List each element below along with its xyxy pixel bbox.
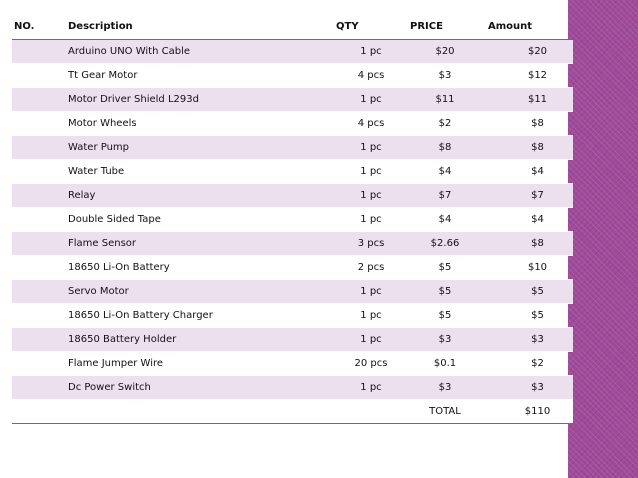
table-row [12, 208, 573, 232]
cell-price: $2.66 [402, 232, 482, 256]
table-row [12, 136, 573, 160]
cell-description: Flame Jumper Wire [68, 352, 334, 376]
cell-no [12, 64, 68, 88]
cell-price: $8 [402, 136, 482, 160]
table-header-row [12, 14, 573, 40]
cell-price: $20 [402, 40, 482, 64]
header-qty: QTY [334, 14, 402, 40]
cell-description: 18650 Li-On Battery Charger [68, 304, 334, 328]
cell-amount: $5 [482, 280, 573, 304]
cell-qty: 1 pc [334, 40, 402, 64]
cell-description: Relay [68, 184, 334, 208]
total-row [12, 400, 573, 424]
table-row [12, 184, 573, 208]
cell-no [12, 256, 68, 280]
cell-qty: 1 pc [334, 136, 402, 160]
cell-price: $4 [402, 160, 482, 184]
cell-price: $5 [402, 256, 482, 280]
cell-description: Double Sided Tape [68, 208, 334, 232]
cell-no [12, 160, 68, 184]
total-label: TOTAL [402, 400, 482, 424]
cell-price: $4 [402, 208, 482, 232]
cell-amount: $3 [482, 328, 573, 352]
cell-amount: $4 [482, 160, 573, 184]
cell-amount: $7 [482, 184, 573, 208]
cell-description: 18650 Battery Holder [68, 328, 334, 352]
cell-description: Motor Wheels [68, 112, 334, 136]
cell-qty: 1 pc [334, 160, 402, 184]
cell-qty: 1 pc [334, 208, 402, 232]
cell-qty: 4 pcs [334, 112, 402, 136]
cell-qty: 1 pc [334, 88, 402, 112]
cell-amount: $8 [482, 232, 573, 256]
cell-no [12, 40, 68, 64]
cell-no [12, 136, 68, 160]
cell-amount: $5 [482, 304, 573, 328]
cell-no [12, 304, 68, 328]
cell-price: $5 [402, 304, 482, 328]
table-row [12, 40, 573, 64]
cell-no [12, 376, 68, 400]
cell-description: Water Tube [68, 160, 334, 184]
cell-qty: 4 pcs [334, 64, 402, 88]
cell-qty: 2 pcs [334, 256, 402, 280]
cell-amount: $12 [482, 64, 573, 88]
table-row [12, 304, 573, 328]
cell-amount: $20 [482, 40, 573, 64]
cell-description: Servo Motor [68, 280, 334, 304]
cell-no [12, 328, 68, 352]
cell-qty: 1 pc [334, 184, 402, 208]
cell-description: Dc Power Switch [68, 376, 334, 400]
table-row [12, 280, 573, 304]
table-row [12, 352, 573, 376]
table-row [12, 256, 573, 280]
cell-price: $2 [402, 112, 482, 136]
total-no-cell [12, 400, 68, 424]
cell-qty: 1 pc [334, 280, 402, 304]
cell-description: Flame Sensor [68, 232, 334, 256]
cell-description: Arduino UNO With Cable [68, 40, 334, 64]
header-no: NO. [12, 14, 68, 40]
cell-qty: 3 pcs [334, 232, 402, 256]
cell-qty: 1 pc [334, 328, 402, 352]
table-row [12, 376, 573, 400]
total-qty-cell [334, 400, 402, 424]
table-row [12, 328, 573, 352]
table-row [12, 88, 573, 112]
cell-price: $3 [402, 376, 482, 400]
header-amount: Amount [482, 14, 573, 40]
cell-qty: 1 pc [334, 376, 402, 400]
cell-amount: $8 [482, 136, 573, 160]
cell-amount: $3 [482, 376, 573, 400]
table-row [12, 160, 573, 184]
price-table [12, 14, 573, 424]
cell-no [12, 208, 68, 232]
cell-amount: $8 [482, 112, 573, 136]
cell-no [12, 88, 68, 112]
table-row [12, 112, 573, 136]
cell-amount: $2 [482, 352, 573, 376]
cell-qty: 20 pcs [334, 352, 402, 376]
cell-amount: $4 [482, 208, 573, 232]
total-desc-cell [68, 400, 334, 424]
cell-description: Tt Gear Motor [68, 64, 334, 88]
table-row [12, 64, 573, 88]
total-amount: $110 [482, 400, 573, 424]
cell-price: $7 [402, 184, 482, 208]
decorative-side-band [568, 0, 638, 478]
cell-no [12, 352, 68, 376]
cell-price: $5 [402, 280, 482, 304]
cell-price: $3 [402, 64, 482, 88]
header-price: PRICE [402, 14, 482, 40]
cell-description: 18650 Li-On Battery [68, 256, 334, 280]
cell-description: Water Pump [68, 136, 334, 160]
cell-amount: $11 [482, 88, 573, 112]
header-description: Description [68, 14, 334, 40]
cell-description: Motor Driver Shield L293d [68, 88, 334, 112]
table-row [12, 232, 573, 256]
cell-price: $3 [402, 328, 482, 352]
cell-no [12, 184, 68, 208]
cell-amount: $10 [482, 256, 573, 280]
cell-no [12, 112, 68, 136]
cell-no [12, 280, 68, 304]
cell-qty: 1 pc [334, 304, 402, 328]
cell-price: $11 [402, 88, 482, 112]
cell-price: $0.1 [402, 352, 482, 376]
cell-no [12, 232, 68, 256]
